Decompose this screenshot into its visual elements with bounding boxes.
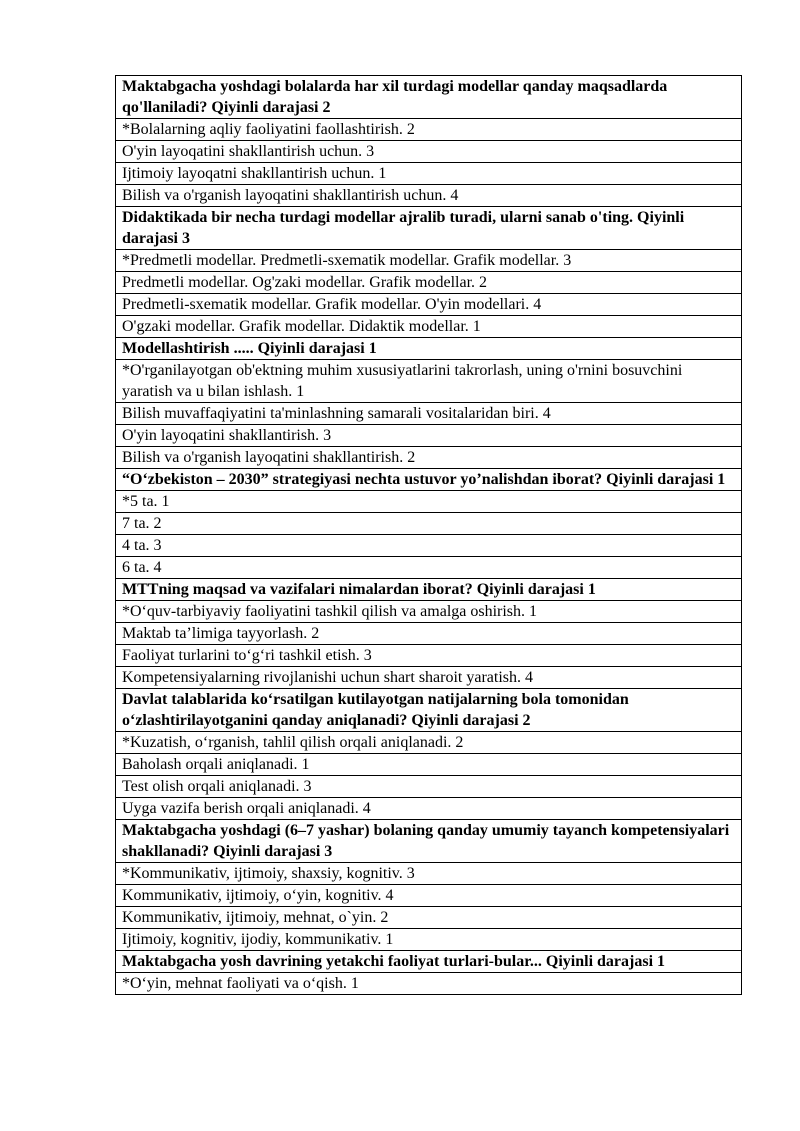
answer-row: [116, 447, 742, 469]
answer-row: [116, 425, 742, 447]
answer-option: O'gzaki modellar. Grafik modellar. Didaktik modellar. 1: [116, 316, 742, 338]
answer-option: *O'rganilayotgan ob'ektning muhim xususiyatlarini takrorlash, uning o'rnini bosuvchini yaratish va u bilan ishlash. 1: [116, 360, 742, 403]
answer-row: [116, 776, 742, 798]
question-row: [116, 207, 742, 250]
question-text: Maktabgacha yoshdagi (6–7 yashar) bolaning qanday umumiy tayanch kompetensiyalari shakllanadi? Qiyinli darajasi 3: [116, 820, 742, 863]
answer-row: [116, 863, 742, 885]
answer-row: [116, 403, 742, 425]
question-row: [116, 338, 742, 360]
answer-row: [116, 645, 742, 667]
answer-option: *5 ta. 1: [116, 491, 742, 513]
question-text: MTTning maqsad va vazifalari nimalardan iborat? Qiyinli darajasi 1: [116, 579, 742, 601]
answer-row: [116, 250, 742, 272]
question-table-body: [116, 76, 742, 995]
question-text: “O‘zbekiston – 2030” strategiyasi nechta ustuvor yo’nalishdan iborat? Qiyinli darajasi 1: [116, 469, 742, 491]
answer-row: [116, 294, 742, 316]
question-text: Didaktikada bir necha turdagi modellar ajralib turadi, ularni sanab o'ting. Qiyinli darajasi 3: [116, 207, 742, 250]
answer-row: [116, 513, 742, 535]
answer-row: [116, 601, 742, 623]
answer-option: *Bolalarning aqliy faoliyatini faollashtirish. 2: [116, 119, 742, 141]
answer-option: *O‘quv-tarbiyaviy faoliyatini tashkil qilish va amalga oshirish. 1: [116, 601, 742, 623]
answer-option: Kommunikativ, ijtimoiy, o‘yin, kognitiv. 4: [116, 885, 742, 907]
question-row: [116, 76, 742, 119]
answer-row: [116, 754, 742, 776]
answer-option: O'yin layoqatini shakllantirish uchun. 3: [116, 141, 742, 163]
question-text: Maktabgacha yoshdagi bolalarda har xil turdagi modellar qanday maqsadlarda qo'llaniladi? Qiyinli darajasi 2: [116, 76, 742, 119]
answer-option: 7 ta. 2: [116, 513, 742, 535]
answer-option: Ijtimoiy, kognitiv, ijodiy, kommunikativ. 1: [116, 929, 742, 951]
answer-option: *O‘yin, mehnat faoliyati va o‘qish. 1: [116, 973, 742, 995]
question-text: Maktabgacha yosh davrining yetakchi faoliyat turlari-bular... Qiyinli darajasi 1: [116, 951, 742, 973]
answer-option: Kompetensiyalarning rivojlanishi uchun shart sharoit yaratish. 4: [116, 667, 742, 689]
answer-option: Uyga vazifa berish orqali aniqlanadi. 4: [116, 798, 742, 820]
question-row: [116, 951, 742, 973]
answer-option: Test olish orqali aniqlanadi. 3: [116, 776, 742, 798]
question-row: [116, 820, 742, 863]
answer-row: [116, 141, 742, 163]
answer-row: [116, 119, 742, 141]
answer-row: [116, 535, 742, 557]
answer-option: Predmetli modellar. Og'zaki modellar. Grafik modellar. 2: [116, 272, 742, 294]
answer-row: [116, 491, 742, 513]
answer-option: Baholash orqali aniqlanadi. 1: [116, 754, 742, 776]
answer-row: [116, 929, 742, 951]
answer-row: [116, 163, 742, 185]
question-row: [116, 469, 742, 491]
answer-option: Maktab ta’limiga tayyorlash. 2: [116, 623, 742, 645]
answer-row: [116, 623, 742, 645]
answer-option: Faoliyat turlarini to‘g‘ri tashkil etish. 3: [116, 645, 742, 667]
question-table: [115, 75, 742, 995]
answer-option: Bilish va o'rganish layoqatini shakllantirish. 2: [116, 447, 742, 469]
answer-option: 4 ta. 3: [116, 535, 742, 557]
answer-row: [116, 272, 742, 294]
answer-option: O'yin layoqatini shakllantirish. 3: [116, 425, 742, 447]
answer-row: [116, 316, 742, 338]
answer-option: Bilish va o'rganish layoqatini shakllantirish uchun. 4: [116, 185, 742, 207]
answer-row: [116, 557, 742, 579]
answer-row: [116, 732, 742, 754]
answer-row: [116, 798, 742, 820]
answer-row: [116, 667, 742, 689]
answer-row: [116, 973, 742, 995]
answer-row: [116, 907, 742, 929]
answer-row: [116, 885, 742, 907]
answer-row: [116, 185, 742, 207]
answer-option: *Predmetli modellar. Predmetli-sxematik modellar. Grafik modellar. 3: [116, 250, 742, 272]
answer-option: 6 ta. 4: [116, 557, 742, 579]
question-row: [116, 579, 742, 601]
answer-option: Kommunikativ, ijtimoiy, mehnat, o`yin. 2: [116, 907, 742, 929]
question-text: Modellashtirish ..... Qiyinli darajasi 1: [116, 338, 742, 360]
answer-row: [116, 360, 742, 403]
answer-option: *Kommunikativ, ijtimoiy, shaxsiy, kognitiv. 3: [116, 863, 742, 885]
document-page: [115, 75, 742, 995]
question-row: [116, 689, 742, 732]
question-text: Davlat talablarida ko‘rsatilgan kutilayotgan natijalarning bola tomonidan o‘zlashtirilayotganini qanday aniqlanadi? Qiyinli darajasi 2: [116, 689, 742, 732]
answer-option: Ijtimoiy layoqatni shakllantirish uchun. 1: [116, 163, 742, 185]
answer-option: Bilish muvaffaqiyatini ta'minlashning samarali vositalaridan biri. 4: [116, 403, 742, 425]
answer-option: *Kuzatish, o‘rganish, tahlil qilish orqali aniqlanadi. 2: [116, 732, 742, 754]
answer-option: Predmetli-sxematik modellar. Grafik modellar. O'yin modellari. 4: [116, 294, 742, 316]
